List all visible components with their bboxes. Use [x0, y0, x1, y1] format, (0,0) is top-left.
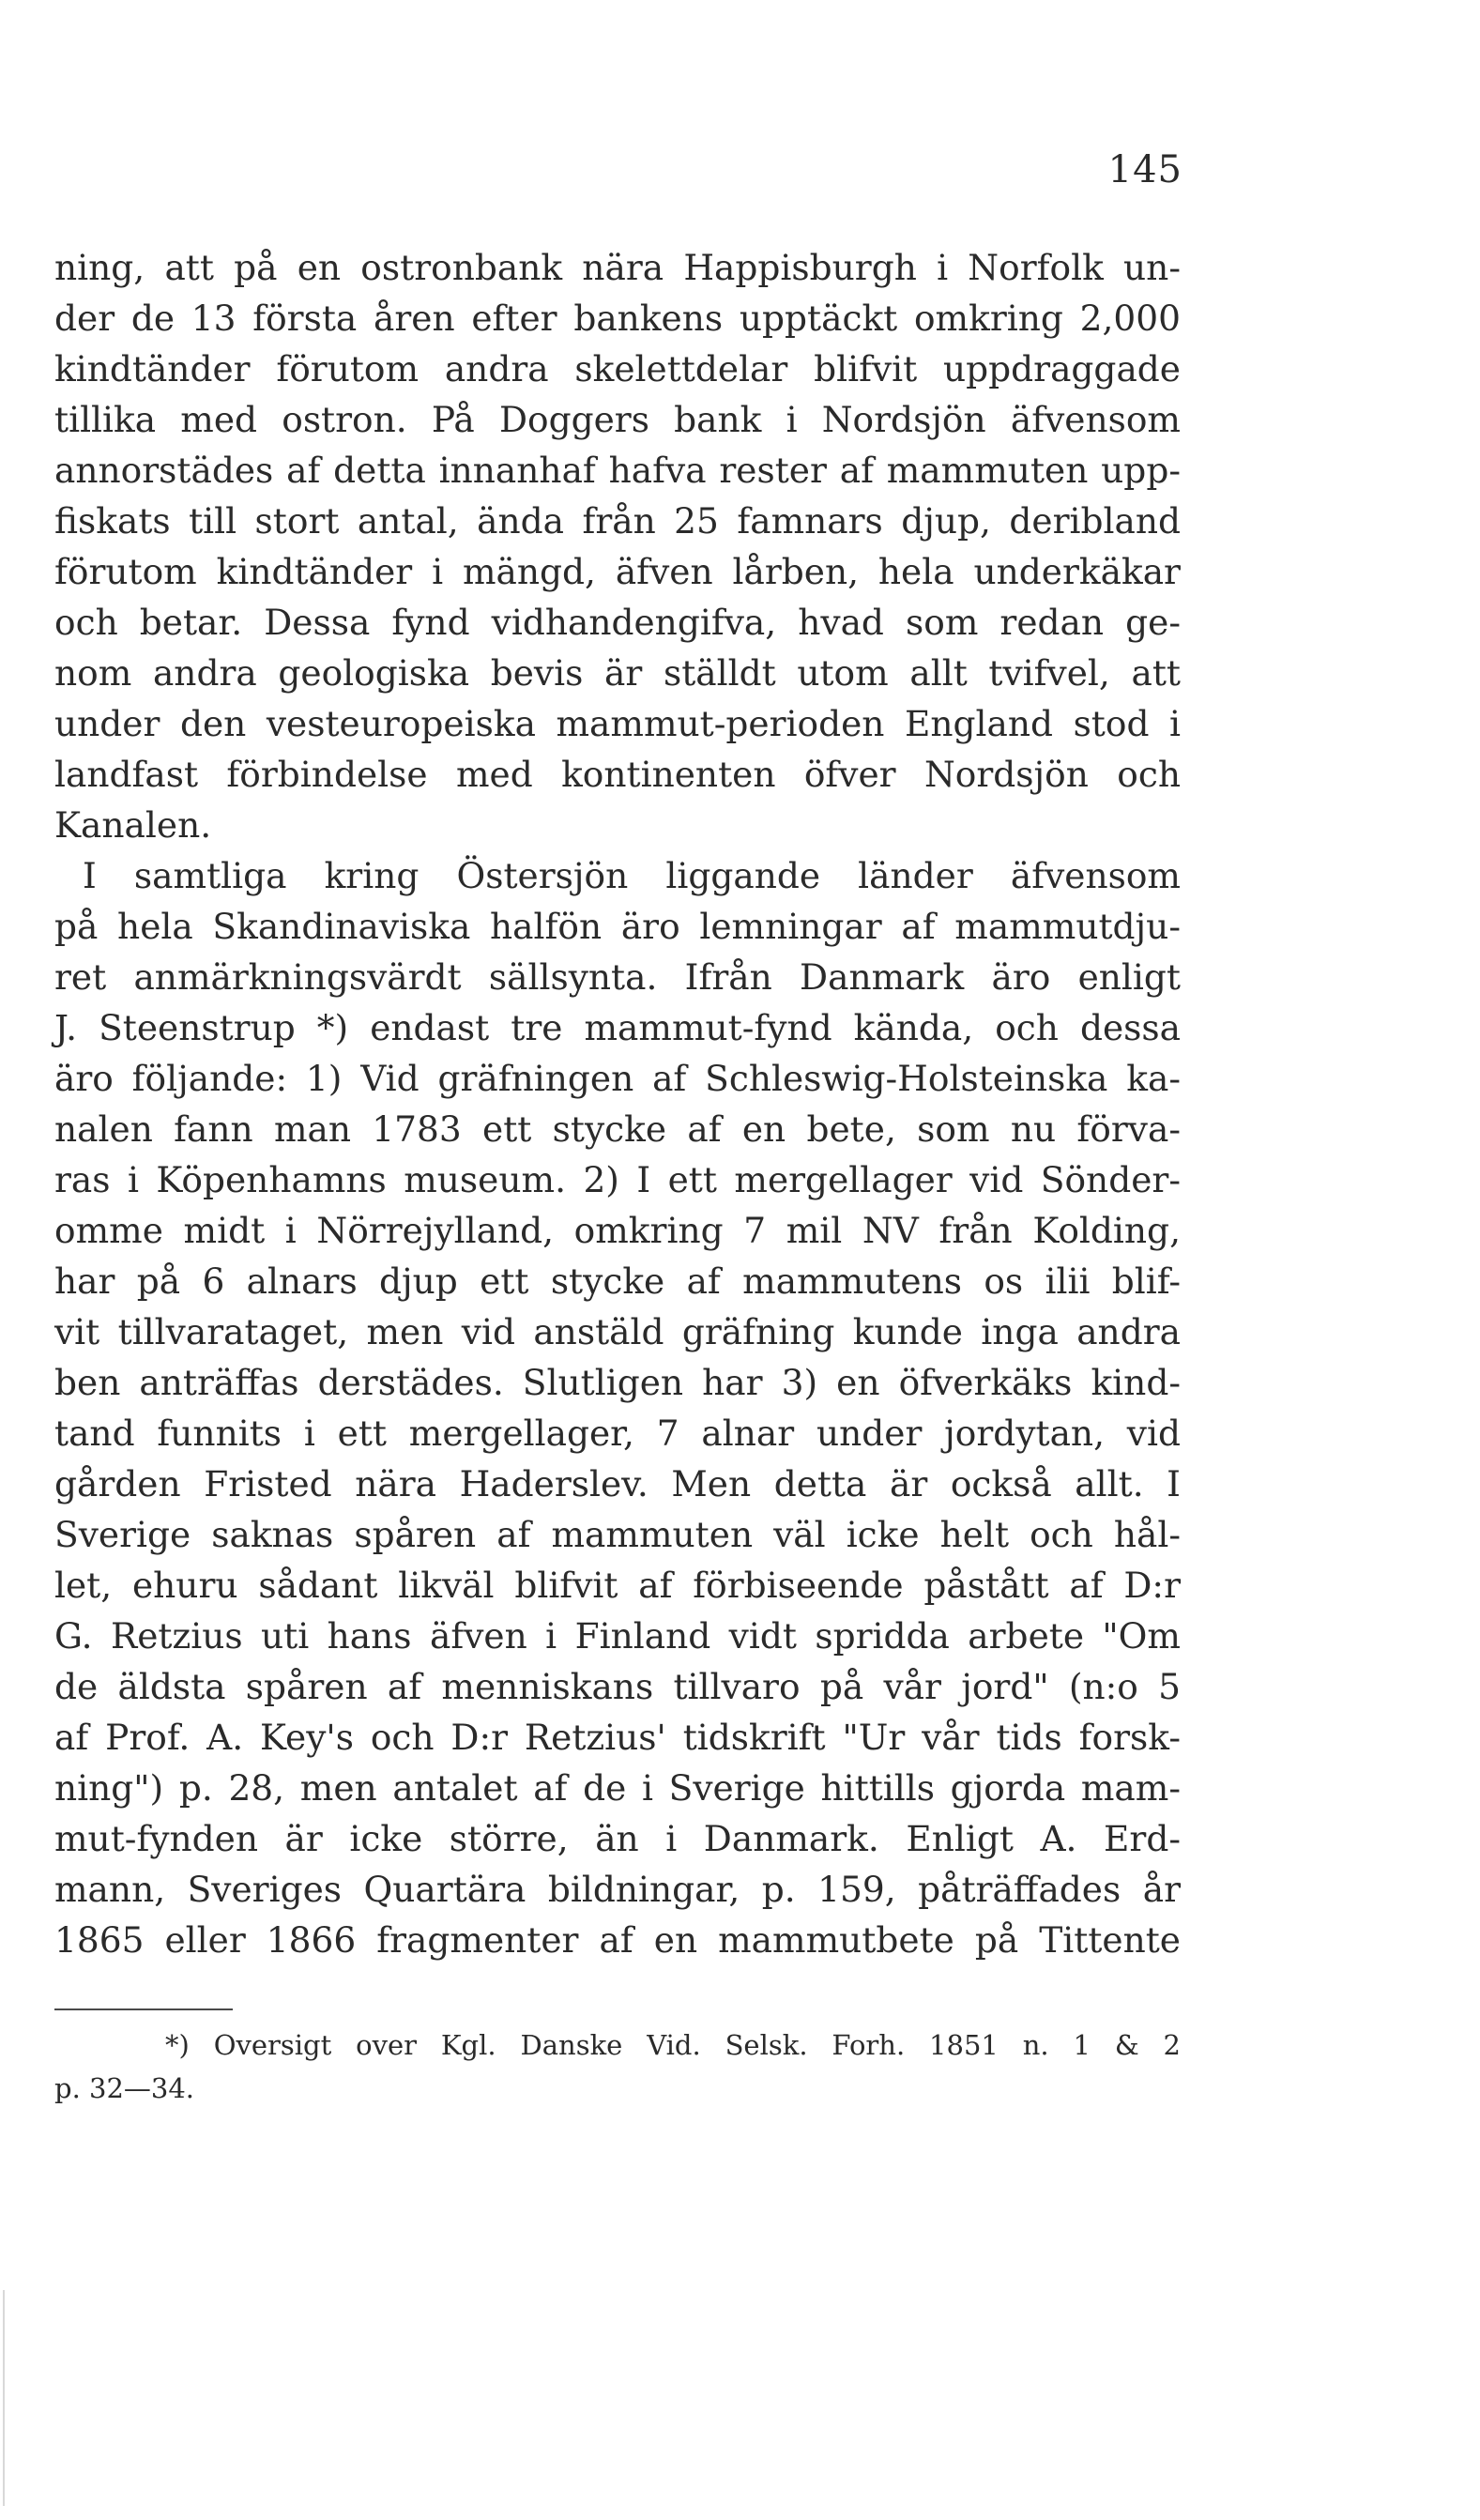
- text-line: kindtänder förutom andra skelettdelar blifvit uppdraggade: [54, 348, 1181, 389]
- text-line: på hela Skandinaviska halfön äro lemningar af mammutdju-: [54, 906, 1181, 947]
- text-line: har på 6 alnars djup ett stycke af mammutens os ilii blif-: [54, 1260, 1181, 1302]
- text-line: mut-fynden är icke större, än i Danmark. Enligt A. Erd-: [54, 1818, 1181, 1859]
- footnote-divider: [54, 2008, 233, 2010]
- text-line: ning, att på en ostronbank nära Happisburgh i Norfolk un-: [54, 247, 1181, 288]
- text-line: de äldsta spåren af menniskans tillvaro på vår jord" (n:o 5: [54, 1666, 1181, 1707]
- text-line: af Prof. A. Key's och D:r Retzius' tidskrift "Ur vår tids forsk-: [54, 1717, 1181, 1758]
- body-text: [54, 242, 1181, 1965]
- footnote-line: p. 32—34.: [54, 2072, 195, 2104]
- text-line: annorstädes af detta innanhaf hafva rester af mammuten upp-: [54, 450, 1181, 491]
- text-line: Kanalen.: [54, 804, 212, 846]
- text-line: landfast förbindelse med kontinenten öfver Nordsjön och: [54, 754, 1181, 795]
- text-line: ras i Köpenhamns museum. 2) I ett mergellager vid Sönder-: [54, 1159, 1181, 1200]
- text-line: tand funnits i ett mergellager, 7 alnar under jordytan, vid: [54, 1413, 1181, 1454]
- text-line: under den vesteuropeiska mammut-perioden England stod i: [54, 703, 1181, 744]
- text-line: ret anmärkningsvärdt sällsynta. Ifrån Danmark äro enligt: [54, 956, 1181, 998]
- page-number: 145: [1107, 148, 1182, 191]
- text-line: 1865 eller 1866 fragmenter af en mammutbete på Tittente: [54, 1919, 1181, 1961]
- text-line: omme midt i Nörrejylland, omkring 7 mil NV från Kolding,: [54, 1210, 1181, 1251]
- text-line: der de 13 första åren efter bankens upptäckt omkring 2,000: [54, 298, 1181, 339]
- text-line: vit tillvarataget, men vid anstäld gräfning kunde inga andra: [54, 1311, 1181, 1352]
- text-line: I samtliga kring Östersjön liggande länder äfvensom: [83, 855, 1181, 896]
- page-edge-shadow: [3, 2290, 5, 2506]
- text-line: nom andra geologiska bevis är ställdt utom allt tvifvel, att: [54, 652, 1181, 694]
- text-line: fiskats till stort antal, ända från 25 famnars djup, deribland: [54, 500, 1181, 542]
- text-line: tillika med ostron. På Doggers bank i Nordsjön äfvensom: [54, 399, 1181, 440]
- text-line: gården Fristed nära Haderslev. Men detta är också allt. I: [54, 1463, 1181, 1504]
- text-line: och betar. Dessa fynd vidhandengifva, hvad som redan ge-: [54, 602, 1181, 643]
- text-line: nalen fann man 1783 ett stycke af en bete, som nu förva-: [54, 1108, 1181, 1150]
- text-line: Sverige saknas spåren af mammuten väl icke helt och hål-: [54, 1514, 1181, 1555]
- text-line: förutom kindtänder i mängd, äfven lårben, hela underkäkar: [54, 551, 1181, 592]
- footnote-line: *) Oversigt over Kgl. Danske Vid. Selsk. Forh. 1851 n. 1 & 2: [165, 2029, 1181, 2061]
- text-line: äro följande: 1) Vid gräfningen af Schleswig-Holsteinska ka-: [54, 1058, 1181, 1099]
- text-line: J. Steenstrup *) endast tre mammut-fynd kända, och dessa: [54, 1007, 1181, 1048]
- text-line: mann, Sveriges Quartära bildningar, p. 159, påträffades år: [54, 1869, 1181, 1910]
- footnote: [54, 2024, 1181, 2110]
- text-line: G. Retzius uti hans äfven i Finland vidt spridda arbete "Om: [54, 1615, 1181, 1657]
- text-line: let, ehuru sådant likväl blifvit af förbiseende påstått af D:r: [54, 1565, 1181, 1606]
- text-line: ben anträffas derstädes. Slutligen har 3) en öfverkäks kind-: [54, 1362, 1181, 1403]
- text-line: ning") p. 28, men antalet af de i Sverige hittills gjorda mam-: [54, 1767, 1181, 1809]
